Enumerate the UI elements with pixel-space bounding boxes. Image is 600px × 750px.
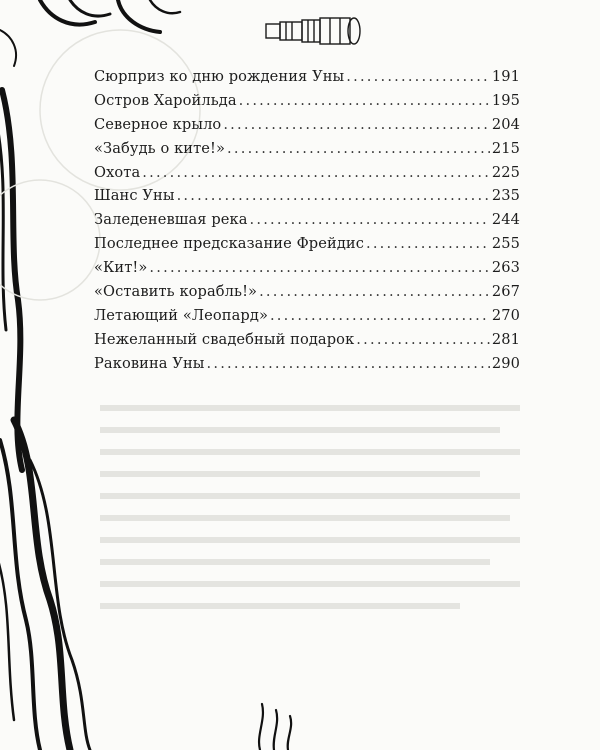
toc-entry-title: «Кит!»	[94, 259, 148, 277]
toc-leader-dots	[177, 187, 490, 204]
toc-entry-title: «Оставить корабль!»	[94, 283, 258, 301]
toc-entry-page: 204	[491, 115, 520, 133]
toc-entry	[94, 355, 520, 379]
toc-entry	[94, 235, 520, 259]
toc-entry-page: 195	[491, 91, 520, 109]
toc-leader-dots	[207, 355, 490, 372]
toc-leader-dots	[142, 164, 490, 181]
toc-entry-page: 270	[491, 306, 520, 324]
toc-entry	[94, 283, 520, 307]
table-of-contents	[94, 68, 520, 379]
toc-entry-title: Сюрприз ко дню рождения Уны	[94, 68, 345, 85]
toc-entry-title: Шанс Уны	[94, 187, 175, 205]
toc-entry-title: Остров Харойльда	[94, 91, 237, 109]
toc-entry	[94, 211, 520, 235]
spyglass-icon	[262, 14, 372, 48]
toc-entry-title: Летающий «Леопард»	[94, 306, 268, 324]
toc-entry	[94, 68, 520, 92]
toc-entry	[94, 140, 520, 164]
toc-leader-dots	[346, 68, 490, 85]
toc-leader-dots	[270, 307, 490, 324]
toc-entry-page: 244	[491, 211, 520, 229]
toc-entry	[94, 331, 520, 355]
toc-leader-dots	[239, 92, 490, 109]
toc-leader-dots	[250, 211, 490, 228]
toc-entry-title: Северное крыло	[94, 115, 222, 133]
toc-entry-title: Заледеневшая река	[94, 211, 248, 229]
toc-entry-title: Нежеланный свадебный подарок	[94, 330, 355, 348]
toc-entry	[94, 187, 520, 211]
toc-leader-dots	[356, 331, 490, 348]
toc-entry-page: 235	[491, 187, 520, 205]
toc-entry-page: 255	[491, 235, 520, 253]
toc-entry-page: 191	[491, 68, 520, 85]
toc-entry-page: 267	[491, 283, 520, 301]
toc-leader-dots	[259, 283, 490, 300]
bleed-through-area	[100, 398, 520, 628]
toc-entry-title: Охота	[94, 163, 141, 181]
toc-entry	[94, 164, 520, 188]
toc-entry-page: 290	[491, 354, 520, 372]
toc-leader-dots	[227, 140, 490, 157]
toc-entry	[94, 307, 520, 331]
toc-entry-title: «Забудь о ките!»	[94, 139, 226, 157]
seaweed-ornament	[250, 690, 320, 750]
toc-entry-title: Раковина Уны	[94, 354, 205, 372]
toc-entry-page: 281	[491, 330, 520, 348]
toc-entry-title: Последнее предсказание Фрейдис	[94, 235, 364, 253]
toc-leader-dots	[223, 116, 490, 133]
toc-entry-page: 215	[491, 139, 520, 157]
toc-entry	[94, 92, 520, 116]
toc-entry-page: 263	[491, 259, 520, 277]
toc-entry	[94, 259, 520, 283]
toc-leader-dots	[366, 235, 490, 252]
toc-leader-dots	[149, 259, 489, 276]
toc-entry-page: 225	[491, 163, 520, 181]
toc-entry	[94, 116, 520, 140]
